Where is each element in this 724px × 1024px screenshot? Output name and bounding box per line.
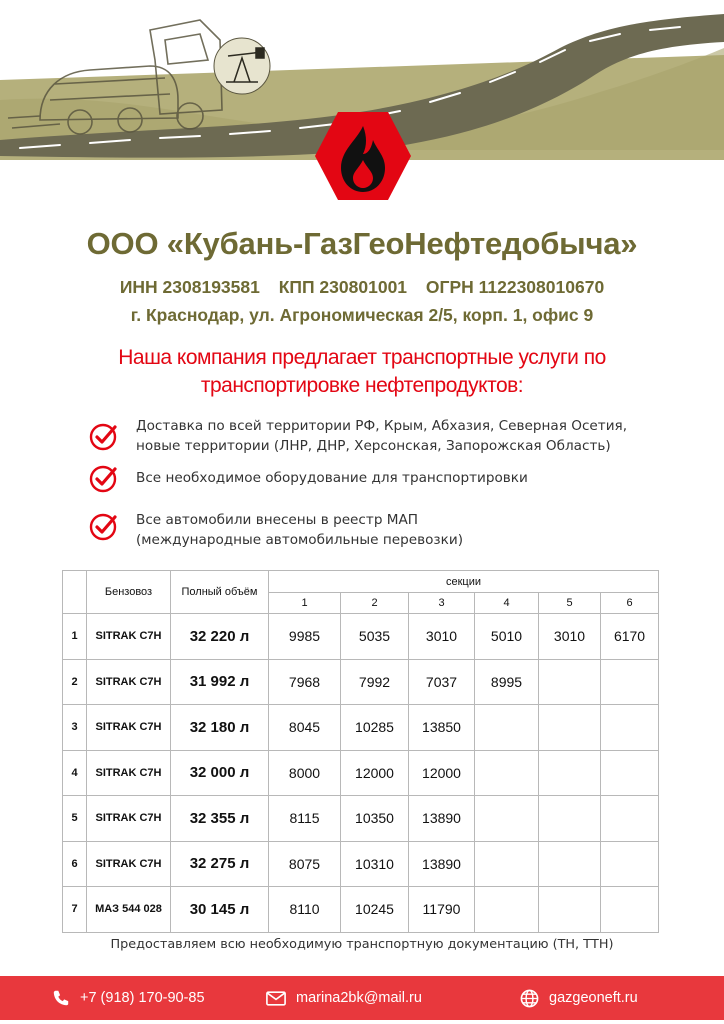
table-row [63,705,659,751]
section-volume [601,705,659,751]
section-volume [601,796,659,842]
section-volume [539,887,601,933]
email-contact[interactable] [266,976,422,1020]
total-volume: 32 000 л [171,750,269,796]
table-row [63,796,659,842]
table-row [63,750,659,796]
header-truck: Бензовоз [87,571,171,614]
section-number-header: 6 [601,593,659,614]
section-volume [539,705,601,751]
check-circle-icon [88,420,120,452]
feature-list [88,416,648,554]
section-volume: 10245 [341,887,409,933]
row-number: 4 [63,750,87,796]
section-volume: 3010 [409,614,475,660]
truck-model: SITRAK C7H [87,750,171,796]
section-volume: 8110 [269,887,341,933]
contact-footer [0,976,724,1020]
truck-model: МАЗ 544 028 [87,887,171,933]
section-volume: 8000 [269,750,341,796]
section-volume [601,659,659,705]
section-volume [601,887,659,933]
total-volume: 32 180 л [171,705,269,751]
row-number: 5 [63,796,87,842]
offer-line-2: транспортировке нефтепродуктов: [200,374,524,397]
truck-model: SITRAK C7H [87,841,171,887]
section-volume: 7968 [269,659,341,705]
section-volume [539,796,601,842]
table-row [63,659,659,705]
row-number: 3 [63,705,87,751]
mail-icon [266,991,286,1006]
truck-model: SITRAK C7H [87,705,171,751]
company-address: г. Краснодар, ул. Агрономическая 2/5, корп. 1, офис 9 [130,305,594,325]
website-url: gazgeoneft.ru [549,990,638,1006]
section-volume [475,705,539,751]
section-volume: 11790 [409,887,475,933]
registration-line [0,277,724,298]
section-number-header: 4 [475,593,539,614]
feature-item [88,468,648,510]
offer-heading [92,344,632,400]
section-volume [601,750,659,796]
fleet-table [62,570,659,933]
feature-item [88,510,648,554]
section-volume: 8075 [269,841,341,887]
offer-line-1: Наша компания предлагает транспортные услуги по [118,346,606,369]
phone-number: +7 (918) 170-90-85 [80,990,205,1006]
total-volume: 32 275 л [171,841,269,887]
check-circle-icon [88,462,120,494]
company-name: ООО «Кубань-ГазГеоНефтедобыча» [86,226,638,261]
table-row [63,841,659,887]
total-volume: 31 992 л [171,659,269,705]
section-volume [539,750,601,796]
section-volume: 5010 [475,614,539,660]
section-volume: 9985 [269,614,341,660]
total-volume: 32 220 л [171,614,269,660]
section-volume [539,841,601,887]
section-volume: 7992 [341,659,409,705]
documents-note: Предоставляем всю необходимую транспортную документацию (ТН, ТТН) [110,937,614,952]
truck-model: SITRAK C7H [87,659,171,705]
section-volume: 10285 [341,705,409,751]
total-volume: 30 145 л [171,887,269,933]
phone-icon [52,989,70,1007]
check-circle-icon [88,510,120,542]
table-row [63,887,659,933]
inn: ИНН 2308193581 [119,277,260,297]
section-volume: 10310 [341,841,409,887]
section-volume: 7037 [409,659,475,705]
section-volume: 8045 [269,705,341,751]
feature-text-line: новые территории (ЛНР, ДНР, Херсонская, Запорожская Область) [136,438,611,454]
row-number: 1 [63,614,87,660]
truck-model: SITRAK C7H [87,614,171,660]
feature-text-line: Доставка по всей территории РФ, Крым, Абхазия, Северная Осетия, [136,418,628,434]
section-volume [475,750,539,796]
website-contact[interactable] [520,976,638,1020]
flame-icon [313,110,413,202]
feature-text-line: Все необходимое оборудование для транспортировки [136,470,528,486]
feature-text-line: (международные автомобильные перевозки) [136,532,464,548]
kpp: КПП 230801001 [278,277,408,297]
section-number-header: 1 [269,593,341,614]
section-volume: 13890 [409,841,475,887]
header-sections: секции [269,571,659,593]
globe-icon [520,989,539,1008]
table-row [63,614,659,660]
section-volume: 13890 [409,796,475,842]
section-volume [601,841,659,887]
section-number-header: 3 [409,593,475,614]
section-volume: 12000 [341,750,409,796]
section-volume: 12000 [409,750,475,796]
section-volume: 3010 [539,614,601,660]
section-volume: 8115 [269,796,341,842]
total-volume: 32 355 л [171,796,269,842]
header-volume: Полный объём [171,571,269,614]
section-volume [475,887,539,933]
email-address: marina2bk@mail.ru [296,990,422,1006]
truck-model: SITRAK C7H [87,796,171,842]
section-number-header: 2 [341,593,409,614]
section-volume [475,841,539,887]
section-number-header: 5 [539,593,601,614]
section-volume: 13850 [409,705,475,751]
section-volume [475,796,539,842]
section-volume: 8995 [475,659,539,705]
row-number: 7 [63,887,87,933]
phone-contact[interactable] [52,976,205,1020]
feature-text-line: Все автомобили внесены в реестр МАП [136,512,419,528]
feature-item [88,416,648,468]
section-volume: 6170 [601,614,659,660]
row-number: 6 [63,841,87,887]
section-volume: 10350 [341,796,409,842]
ogrn: ОГРН 1122308010670 [425,277,605,297]
section-volume [539,659,601,705]
header-number [63,571,87,614]
row-number: 2 [63,659,87,705]
section-volume: 5035 [341,614,409,660]
